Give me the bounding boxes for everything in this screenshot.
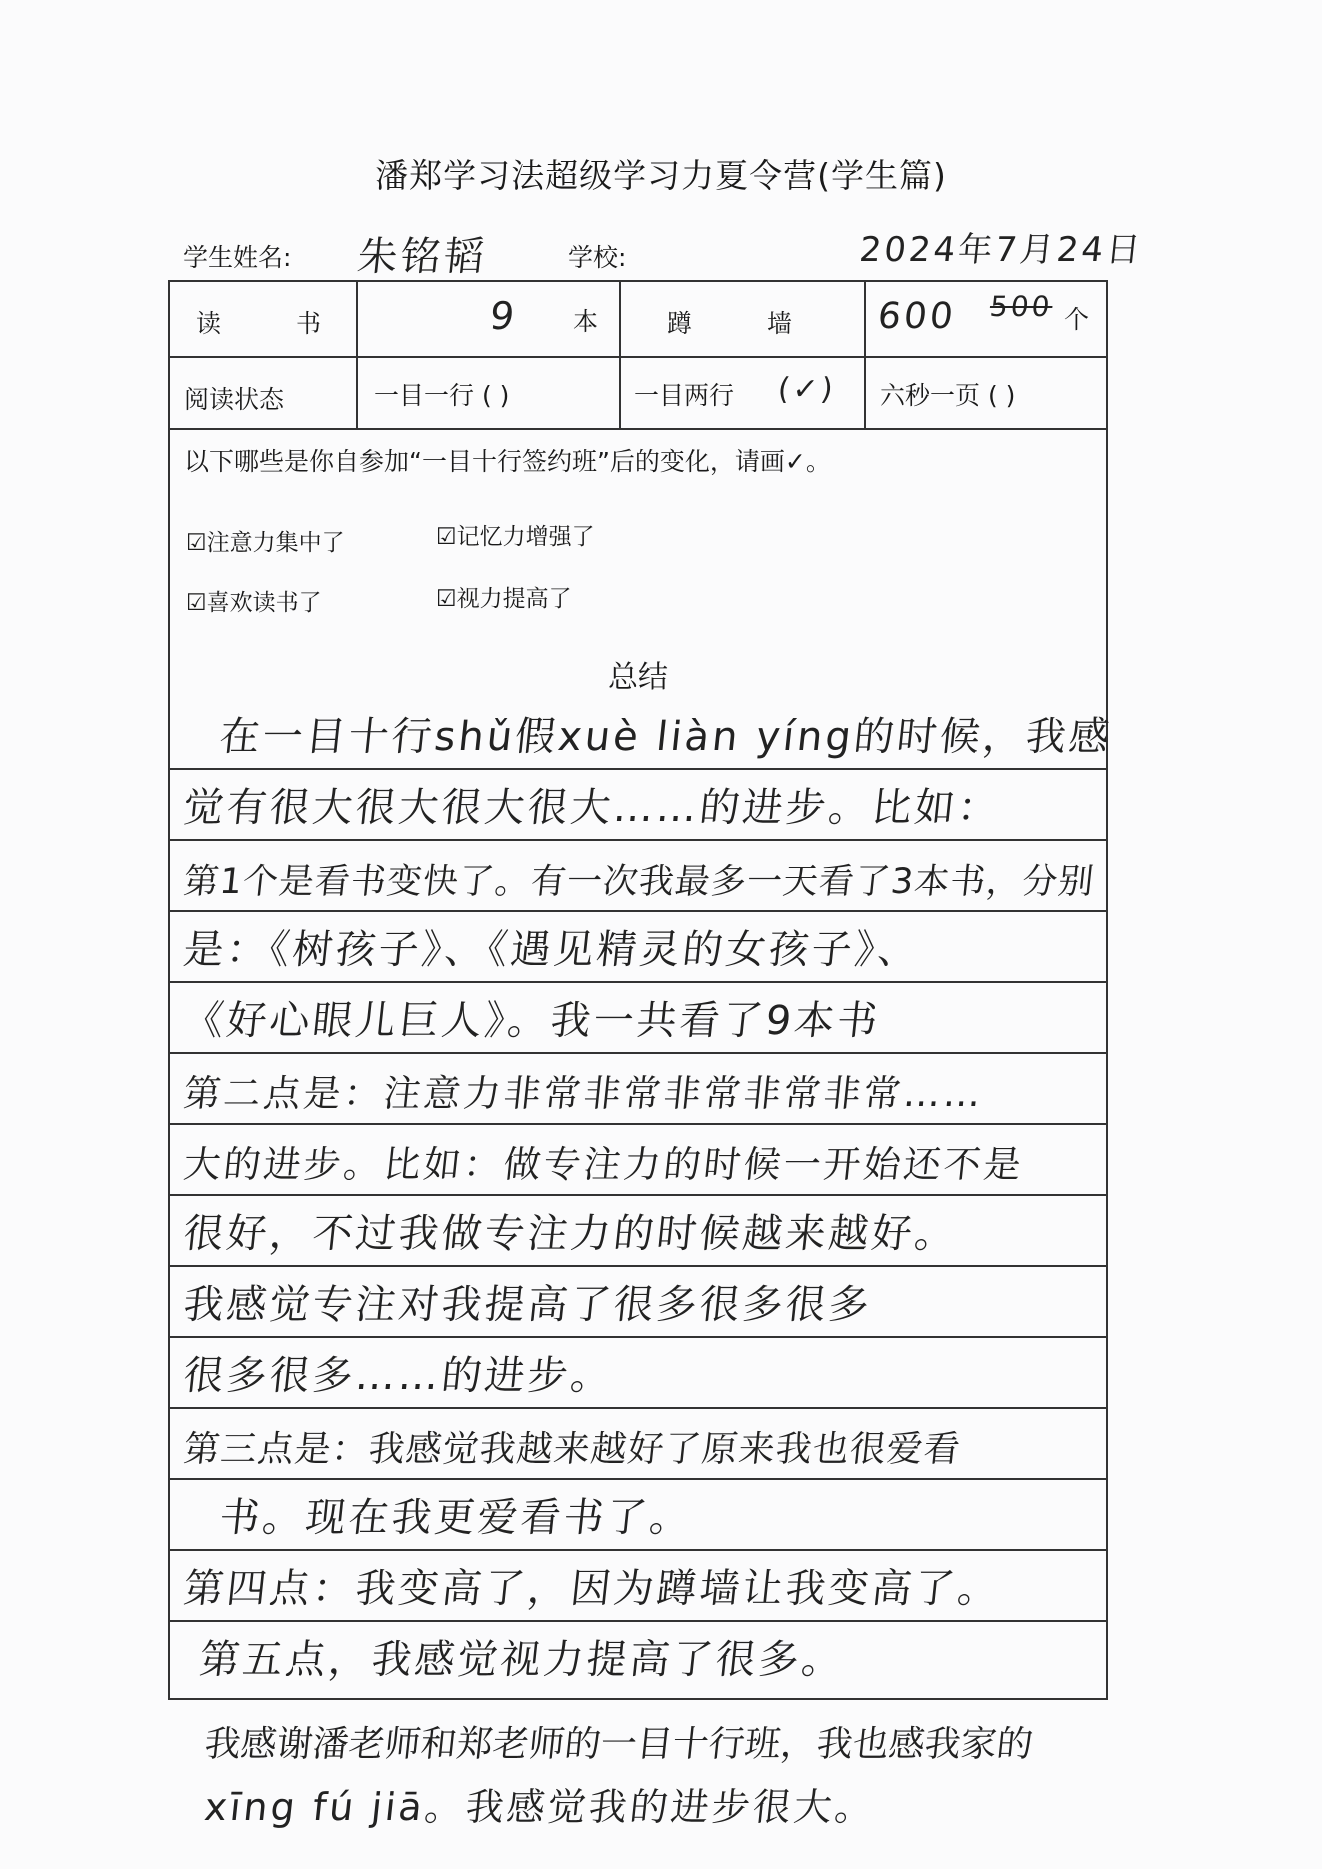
table-row-reading <box>170 282 1106 358</box>
page-title: 潘郑学习法超级学习力夏令营(学生篇) <box>375 156 947 195</box>
change-item-vision: ☑视力提高了 <box>436 586 572 612</box>
school-label: 学校: <box>568 243 627 272</box>
checked-box-icon: ☑ <box>186 530 207 556</box>
change-item-memory: ☑记忆力增强了 <box>436 524 595 550</box>
squat-wall-struck-count: 500 <box>988 290 1055 323</box>
squat-wall-count: 600 <box>875 296 958 337</box>
summary-line: 第二点是：注意力非常非常非常非常非常…… <box>170 1052 1106 1125</box>
table-row-reading-state <box>170 356 1106 430</box>
summary-line: 书。现在我更爱看书了。 <box>170 1478 1106 1551</box>
squat-wall-label: 蹲 墙 <box>667 309 793 338</box>
date-value: 2024年7月24日 <box>857 230 1146 270</box>
summary-line: 第五点，我感觉视力提高了很多。 <box>197 1637 848 1683</box>
summary-line: 很多很多……的进步。 <box>170 1336 1106 1409</box>
reading-state-label: 阅读状态 <box>184 385 285 414</box>
student-name-label: 学生姓名: <box>183 243 292 272</box>
change-item-attention: ☑注意力集中了 <box>186 530 345 556</box>
closing-line-2: xīng fú jiā。我感觉我的进步很大。 <box>202 1785 879 1829</box>
state-option-six-seconds: 六秒一页 ( ) <box>880 381 1016 410</box>
summary-line: 《好心眼儿巨人》。我一共看了9本书 <box>170 981 1106 1054</box>
checked-box-icon: ☑ <box>186 590 207 616</box>
summary-line: 觉有很大很大很大很大……的进步。比如： <box>170 768 1106 841</box>
squat-wall-unit: 个 <box>1064 305 1090 334</box>
summary-line: 是：《树孩子》、《遇见精灵的女孩子》、 <box>170 910 1106 983</box>
summary-line: 第四点：我变高了，因为蹲墙让我变高了。 <box>170 1549 1106 1622</box>
student-name-value: 朱铭韬 <box>355 234 490 280</box>
summary-line: 第1个是看书变快了。有一次我最多一天看了3本书，分别 <box>170 839 1106 912</box>
summary-line: 很好，不过我做专注力的时候越来越好。 <box>170 1194 1106 1267</box>
summary-title: 总结 <box>608 660 668 695</box>
state-option-two-lines: 一目两行 <box>634 381 735 410</box>
changes-question: 以下哪些是你自参加“一目十行签约班”后的变化，请画✓。 <box>184 447 831 476</box>
summary-line: 大的进步。比如：做专注力的时候一开始还不是 <box>170 1123 1106 1196</box>
reading-label: 读 书 <box>196 309 322 338</box>
reading-count: 9 <box>487 294 520 338</box>
change-item-reading: ☑喜欢读书了 <box>186 590 322 616</box>
closing-line-1: 我感谢潘老师和郑老师的一目十行班，我也感我家的 <box>202 1724 1035 1765</box>
summary-line: 我感觉专注对我提高了很多很多很多 <box>170 1265 1106 1338</box>
state-option-two-lines-check: (✓) <box>776 372 838 407</box>
summary-line: 第三点是：我感觉我越来越好了原来我也很爱看 <box>170 1407 1106 1480</box>
worksheet <box>168 280 1115 1700</box>
reading-unit: 本 <box>573 307 599 336</box>
state-option-one-line: 一目一行 ( ) <box>374 381 510 410</box>
checked-box-icon: ☑ <box>436 586 457 612</box>
checked-box-icon: ☑ <box>436 524 457 550</box>
summary-line: 在一目十行shǔ假xuè liàn yíng的时候，我感 <box>170 697 1106 770</box>
